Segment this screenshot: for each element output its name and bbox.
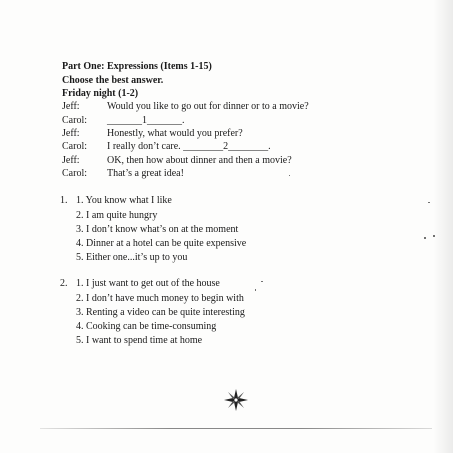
answer-option: 5. I want to spend time at home: [76, 335, 203, 346]
scan-speck: [255, 289, 256, 291]
part-heading: Part One: Expressions (Items 1-15): [62, 61, 212, 72]
scan-speck: [261, 281, 263, 282]
answer-option: 1. I just want to get out of the house: [76, 278, 220, 289]
dialogue-line: That’s a great idea!: [107, 168, 184, 179]
dialogue-line: Would you like to go out for dinner or to a movie?: [107, 101, 309, 112]
bottom-rule: [40, 428, 432, 429]
dialogue-speaker: Carol:: [62, 168, 87, 179]
answer-option: 3. I don’t know what’s on at the moment: [76, 224, 239, 235]
answer-option: 4. Cooking can be time-consuming: [76, 321, 217, 332]
answer-option: 4. Dinner at a hotel can be quite expensive: [76, 238, 247, 249]
scan-speck: [433, 235, 435, 237]
section-title: Friday night (1-2): [62, 88, 139, 99]
scan-speck: [424, 237, 426, 239]
dialogue-line: OK, then how about dinner and then a movie?: [107, 155, 292, 166]
scan-speck: [428, 202, 430, 203]
dialogue-speaker: Jeff:: [62, 128, 80, 139]
dialogue-speaker: Carol:: [62, 115, 87, 126]
answer-option: 1. You know what I like: [76, 195, 172, 206]
answer-option: 2. I am quite hungry: [76, 210, 158, 221]
dialogue-line: I really don’t care. ________2________.: [107, 141, 271, 152]
scan-speck: [289, 175, 290, 176]
compass-rose-icon: [223, 388, 249, 412]
dialogue-speaker: Carol:: [62, 141, 87, 152]
dialogue-line: Honestly, what would you prefer?: [107, 128, 243, 139]
dialogue-line: _______1_______.: [107, 115, 185, 126]
answer-option: 2. I don’t have much money to begin with: [76, 293, 244, 304]
scan-shadow: [433, 0, 453, 453]
dialogue-speaker: Jeff:: [62, 155, 80, 166]
question-number: 2.: [60, 278, 68, 289]
answer-option: 3. Renting a video can be quite interesting: [76, 307, 245, 318]
question-number: 1.: [60, 195, 68, 206]
answer-option: 5. Either one...it’s up to you: [76, 252, 188, 263]
instruction: Choose the best answer.: [62, 75, 164, 86]
dialogue-speaker: Jeff:: [62, 101, 80, 112]
